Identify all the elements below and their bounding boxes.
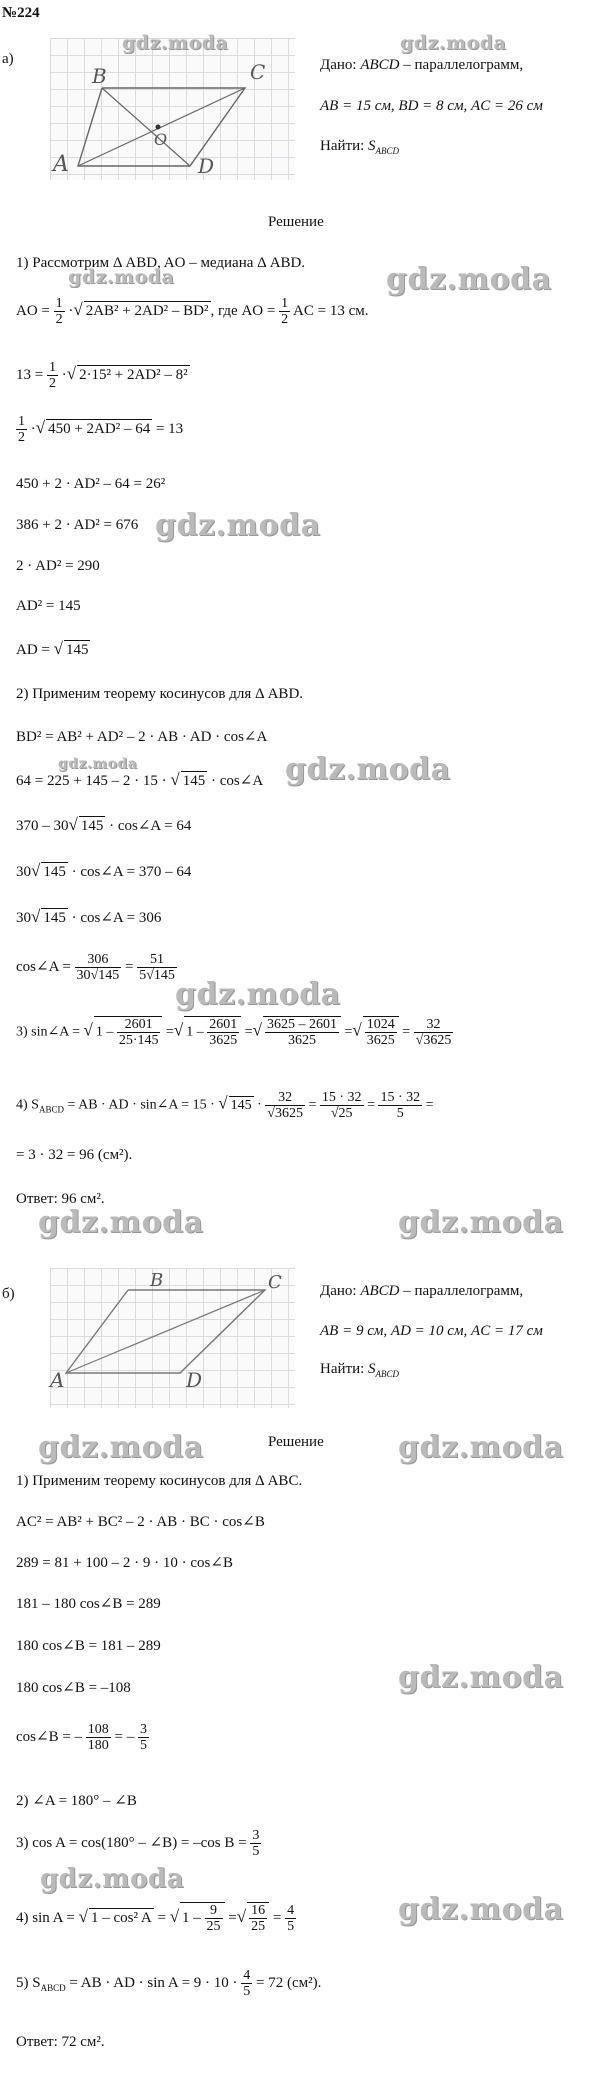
part-a-label: а): [2, 51, 14, 67]
sin-a: 3) sin∠A = √ 1 – $\frac{2601}{25\cdot 145}$ =√ 1 – $\frac{2601}{3625}$ =√ $\frac{3625 - 2601}{3625}$ =√ $\frac{1024}{3625}$ = $\frac{32}{√3625}$: [16, 1017, 452, 1048]
watermark: gdz.moda: [58, 756, 138, 772]
given-prefix: Дано:: [320, 1283, 357, 1299]
radicand: 1 –: [95, 1024, 114, 1040]
watermark: gdz.moda: [285, 752, 451, 787]
fraction: [75, 952, 122, 983]
given-figure: ABCD: [360, 1283, 400, 1299]
line7-a: AD² = 145: [16, 598, 81, 614]
eq-mid: , где AO =: [210, 302, 276, 319]
fraction: [138, 1722, 149, 1753]
eq-end: · cos∠A = 306: [71, 910, 162, 926]
part-b-label: б): [2, 1286, 15, 1302]
watermark: gdz.moda: [122, 32, 229, 54]
l1-b: AC² = AB² + BC² – 2 · AB · BC · cos∠B: [16, 1514, 265, 1530]
answer-b: Ответ: 72 см².: [16, 2034, 105, 2050]
given-b: [320, 1282, 523, 1300]
frac-num: 108: [87, 1722, 109, 1737]
watermark: gdz.moda: [398, 1205, 564, 1240]
given-values-b: AB = 9 см, AD = 10 см, AC = 17 см: [320, 1323, 543, 1339]
eq-mid: = –: [114, 1728, 135, 1745]
problem-number: №224: [2, 5, 40, 21]
frac-den: 3625: [209, 1033, 238, 1048]
watermark: gdz.moda: [40, 1864, 185, 1894]
watermark: gdz.moda: [38, 1430, 204, 1465]
frac-num: 3: [140, 1722, 147, 1737]
l6-b: [16, 1722, 149, 1753]
frac-num: 2601: [117, 1017, 161, 1033]
radicand: 1 – cos² A: [90, 1909, 152, 1926]
fraction-half: [16, 414, 27, 445]
frac-num: 3: [252, 1828, 260, 1843]
line8-a: AD = √ 145: [16, 639, 89, 658]
radicand: 145: [230, 1097, 252, 1113]
frac-den: √3625: [267, 1106, 303, 1121]
eq-left: 3) cos A = cos(180° – ∠B) = –cos B =: [16, 1834, 247, 1851]
frac-num: 9: [205, 1903, 223, 1919]
frac-den: 5: [243, 1984, 251, 1999]
watermark: gdz.moda: [175, 977, 341, 1012]
radicand: 145: [65, 642, 89, 658]
frac-den: 2: [18, 430, 25, 445]
vertex-d-b: D: [186, 1368, 203, 1392]
fraction: [320, 1090, 364, 1121]
frac-num: 32: [265, 1090, 305, 1106]
figure-b: [50, 1268, 295, 1408]
line5-a: 386 + 2 · AD² = 676: [16, 517, 139, 533]
radical: [94, 1016, 163, 1048]
step1-title-b: 1) Применим теорему косинусов для Δ ABC.: [16, 1473, 303, 1489]
vertex-b-b: B: [150, 1270, 164, 1291]
c1-a: 64 = 225 + 145 – 2 · 15 · √ 145 · cos∠A: [16, 770, 264, 789]
eq-mid: = AB · AD · sin A = 9 · 10 ·: [69, 1974, 238, 1991]
cos-law-a: BD² = AB² + AD² – 2 · AB · AD · cos∠A: [16, 729, 268, 745]
fraction: [137, 952, 177, 983]
eq-end: = 13: [155, 420, 184, 437]
watermark: gdz.moda: [68, 266, 175, 288]
radicand: 1 –: [186, 1024, 204, 1040]
line2-a: 13 = $\frac{1}{2}$ ·√ 2·15² + 2AD² – 8²: [16, 360, 188, 391]
eq-end: · cos∠A: [211, 773, 264, 789]
fraction: [86, 1722, 111, 1753]
frac-num: 3625 – 2601: [266, 1017, 337, 1032]
line4-a: 450 + 2 · AD² – 64 = 26²: [16, 476, 166, 492]
area-symbol: 5) S: [16, 1974, 41, 1991]
radicand: 145: [43, 910, 66, 926]
eq-sign: =: [157, 1909, 166, 1926]
given-a: [320, 56, 523, 74]
frac-num: 15 · 32: [380, 1090, 421, 1105]
eq-mid: = AB · AD · sin∠A = 15 ·: [67, 1097, 215, 1113]
fraction: [250, 1828, 261, 1859]
find-prefix: Найти:: [320, 138, 365, 154]
l7-b: 2) ∠A = 180° – ∠B: [16, 1793, 137, 1809]
find-sub: ABCD: [375, 1369, 400, 1379]
c2-a: 370 – 30√ 145 · cos∠A = 64: [16, 815, 192, 834]
frac-num: 2601: [209, 1017, 238, 1032]
given-figure: ABCD: [360, 57, 400, 73]
frac-num: 16: [251, 1903, 266, 1918]
area-a: 4) $S_{ABCD}$ = AB · AD · sin∠A = 15 · √ 145 · $\frac{32}{√3625}$ = $\frac{15 \cdot 32}{√25}$ = $\frac{15 \cdot 32}{5}$ =: [16, 1090, 434, 1121]
fraction: [365, 1017, 397, 1048]
fraction: [285, 1903, 296, 1934]
watermark: gdz.moda: [386, 262, 552, 297]
eq-end: = 72 (см²).: [256, 1974, 322, 1991]
frac-num: 51: [137, 952, 177, 968]
eq-sign: =: [124, 958, 134, 975]
frac-den: 2: [281, 312, 289, 327]
fraction: [117, 1017, 161, 1048]
frac-den: √3625: [415, 1033, 452, 1048]
vertex-a-a: A: [53, 152, 69, 177]
frac-den: 25·145: [118, 1033, 159, 1048]
watermark: gdz.moda: [398, 1430, 564, 1465]
c3-a: 30√ 145 · cos∠A = 370 – 64: [16, 861, 192, 880]
eq-left: 13 =: [16, 366, 44, 383]
area-symbol: 4) S: [16, 1097, 39, 1113]
frac-num: 1: [18, 414, 25, 429]
vertex-b-a: B: [92, 64, 107, 88]
frac-den: 5: [140, 1738, 147, 1753]
frac-den: 3625: [287, 1033, 316, 1048]
line6-a: 2 · AD² = 290: [16, 558, 100, 574]
radicand: 145: [182, 773, 206, 789]
l9-b: 4) sin A = √ 1 – cos² A = √ 1 – $\frac{9}{25}$ =√ $\frac{16}{25}$ = $\frac{4}{5}$: [16, 1903, 295, 1934]
frac-den: 3625: [366, 1033, 395, 1048]
fraction: [414, 1017, 454, 1048]
radical: 1 – $\frac{9}{25}$: [180, 1902, 225, 1934]
fraction-half: [54, 296, 65, 327]
eq-end: AC = 13 см.: [293, 302, 369, 319]
answer-a: Ответ: 96 см².: [16, 1191, 105, 1207]
radicand: 145: [43, 864, 66, 880]
fraction: [265, 1090, 305, 1121]
frac-den: 2: [55, 312, 63, 327]
vertex-c-b: C: [268, 1272, 282, 1293]
eq-end: · cos∠A = 64: [109, 818, 192, 834]
radicand: 450 + 2AD² – 64: [48, 420, 151, 437]
area-sub: ABCD: [38, 1104, 64, 1115]
given-desc: – параллелограмм,: [399, 57, 524, 73]
radicand: 2AB² + 2AD² – BD²: [85, 302, 209, 319]
l10-b: [16, 1968, 321, 1999]
frac-den: 25: [206, 1919, 221, 1934]
fraction: [241, 1968, 252, 1999]
eq-left: 370 – 30: [16, 818, 69, 834]
fraction: [205, 1903, 223, 1934]
watermark: gdz.moda: [398, 1892, 564, 1927]
watermark: gdz.moda: [400, 32, 507, 54]
figure-a: [50, 38, 295, 180]
frac-num: 1: [281, 296, 289, 311]
solution-title-b: Решение: [268, 1434, 324, 1450]
vertex-a-b: A: [50, 1368, 65, 1392]
radical: [363, 1016, 399, 1048]
eq-left: 3) sin∠A =: [16, 1024, 80, 1040]
radical: [263, 1016, 341, 1048]
eq-end: · cos∠A = 370 – 64: [71, 864, 192, 880]
find-prefix: Найти:: [320, 1361, 365, 1377]
eq-left: cos∠A =: [16, 958, 71, 975]
eq-left: AO =: [16, 302, 50, 319]
vertex-d-a: D: [198, 154, 215, 178]
eq-left: 64 = 225 + 145 – 2 · 15 ·: [16, 773, 167, 789]
frac-den: 5: [396, 1106, 404, 1121]
cos-a: [16, 952, 177, 983]
eq-left: 30: [16, 864, 31, 880]
parallelogram-b-drawing: [50, 1268, 295, 1408]
vertex-c-a: C: [250, 60, 266, 84]
frac-num: 306: [75, 952, 122, 968]
find-a: [320, 137, 399, 160]
radical: [184, 1016, 241, 1048]
frac-den: 25: [251, 1919, 266, 1934]
area-line2-a: = 3 · 32 = 96 (см²).: [16, 1147, 133, 1163]
solution-title-a: Решение: [268, 214, 324, 230]
frac-num: 4: [243, 1968, 251, 1983]
watermark: gdz.moda: [38, 1205, 204, 1240]
fraction: [249, 1903, 267, 1934]
find-sub: ABCD: [375, 146, 400, 156]
watermark: gdz.moda: [398, 1660, 564, 1695]
step1-title-a: 1) Рассмотрим Δ ABD, AO – медиана Δ ABD.: [16, 255, 306, 271]
radical: [247, 1902, 269, 1934]
radicand: 145: [80, 818, 104, 834]
find-value: S: [368, 138, 376, 154]
l5-b: 180 cos∠B = –108: [16, 1680, 131, 1696]
frac-den: 30√145: [76, 968, 120, 983]
frac-den: √25: [330, 1106, 353, 1121]
given-prefix: Дано:: [320, 57, 357, 73]
frac-den: 2: [48, 376, 56, 391]
frac-den: 5√145: [139, 968, 175, 983]
fraction-half: [47, 360, 58, 391]
l2-b: 289 = 81 + 100 – 2 · 9 · 10 · cos∠B: [16, 1555, 233, 1571]
c4-a: 30√ 145 · cos∠A = 306: [16, 907, 162, 926]
step2-title-a: 2) Применим теорему косинусов для Δ ABD.: [16, 686, 304, 702]
frac-num: 32: [414, 1017, 454, 1033]
watermark: gdz.moda: [155, 508, 321, 543]
frac-num: 1: [48, 360, 56, 375]
line3-a: $\frac{1}{2}$ ·√ 450 + 2AD² – 64 = 13: [18, 414, 184, 445]
eq-left: 4) sin A =: [16, 1909, 75, 1926]
l8-b: [16, 1828, 261, 1859]
frac-den: 5: [252, 1844, 260, 1859]
fraction-half-2: [279, 296, 290, 327]
fraction: [265, 1017, 339, 1048]
frac-num: 4: [287, 1903, 295, 1918]
fraction: [207, 1017, 239, 1048]
find-value: S: [368, 1361, 376, 1377]
given-desc: – параллелограмм,: [399, 1283, 524, 1299]
l3-b: 181 – 180 cos∠B = 289: [16, 1596, 161, 1612]
eq-left: cos∠B = –: [16, 1728, 83, 1745]
frac-den: 180: [87, 1738, 109, 1753]
frac-num: 15 · 32: [321, 1090, 362, 1105]
step1-line1: AO = $\frac{1}{2}$ ·√ 2AB² + 2AD² – BD² , где AO = $\frac{1}{2}$ AC = 13 см.: [16, 296, 369, 327]
eq-left: 30: [16, 910, 31, 926]
l4-b: 180 cos∠B = 181 – 289: [16, 1638, 161, 1654]
fraction: [378, 1090, 422, 1121]
frac-num: 1024: [366, 1017, 395, 1032]
find-b: [320, 1360, 399, 1383]
frac-den: 5: [287, 1919, 295, 1934]
frac-num: 1: [55, 296, 63, 311]
vertex-o-a: O: [154, 130, 168, 149]
area-sub: ABCD: [40, 1982, 66, 1993]
eq-left: AD =: [16, 642, 50, 658]
given-values-a: AB = 15 см, BD = 8 см, AC = 26 см: [320, 98, 543, 114]
radicand: 2·15² + 2AD² – 8²: [79, 366, 188, 383]
